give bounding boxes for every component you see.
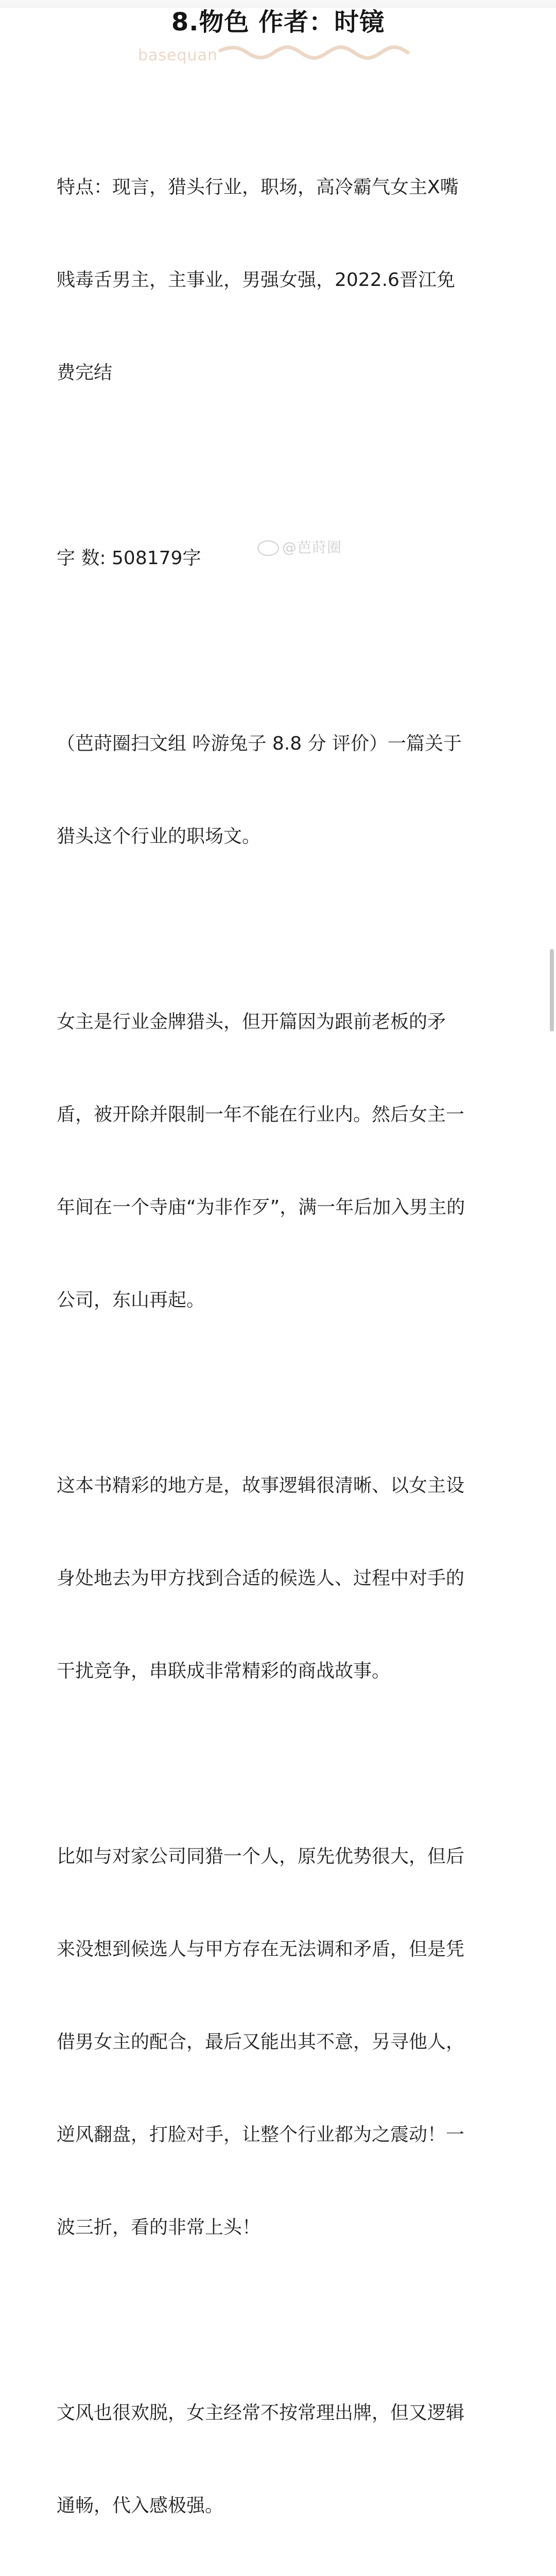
- article-body: [57, 110, 505, 2576]
- paragraph-highlights: [57, 1409, 505, 1749]
- text-line: 猎头这个行业的职场文。: [57, 826, 261, 847]
- scrollbar-thumb[interactable]: [550, 949, 554, 1031]
- text-line: 借男女主的配合，最后又能出其不意，另寻他人，: [57, 2031, 465, 2053]
- text-line: 字 数: 508179字: [57, 548, 201, 569]
- text-line: 文风也很欢脱，女主经常不按常理出牌，但又逻辑: [57, 2402, 465, 2424]
- weibo-watermark: [257, 536, 342, 557]
- text-line: 这本书精彩的地方是，故事逻辑很清晰、以女主设: [57, 1475, 465, 1496]
- paragraph-word-count: [57, 481, 505, 636]
- paragraph-plot: [57, 945, 505, 1378]
- paragraph-features: [57, 110, 505, 450]
- text-line: 女主是行业金牌猎头，但开篇因为跟前老板的矛: [57, 1011, 446, 1032]
- text-line: 波三折，看的非常上头！: [57, 2217, 261, 2238]
- text-line: 身处地去为甲方找到合适的候选人、过程中对手的: [57, 1568, 465, 1589]
- watermark-text: @芭莳圈: [282, 539, 342, 556]
- text-line: 逆风翻盘，打脸对手，让整个行业都为之震动！一: [57, 2124, 465, 2145]
- page-title: 8.物色 作者：时镜: [171, 8, 385, 37]
- text-line: 盾，被开除并限制一年不能在行业内。然后女主一: [57, 1104, 465, 1125]
- deco-text: basequan: [138, 46, 218, 64]
- paragraph-rating: [57, 667, 505, 914]
- paragraph-style: [57, 2336, 505, 2576]
- paragraph-example: [57, 1780, 505, 2305]
- text-line: 公司，东山再起。: [57, 1290, 205, 1311]
- text-line: 费完结: [57, 362, 113, 383]
- text-line: 来没想到候选人与甲方存在无法调和矛盾，但是凭: [57, 1939, 465, 1960]
- text-line: （芭莳圈扫文组 吟游兔子 8.8 分 评价）一篇关于: [57, 733, 462, 754]
- text-line: 贱毒舌男主，主事业，男强女强，2022.6晋江免: [57, 269, 455, 291]
- text-line: 年间在一个寺庙“为非作歹”，满一年后加入男主的: [57, 1197, 465, 1218]
- text-line: 比如与对家公司同猎一个人，原先优势很大，但后: [57, 1846, 465, 1867]
- weibo-icon: [257, 540, 279, 556]
- text-line: 干扰竞争，串联成非常精彩的商战故事。: [57, 1660, 391, 1682]
- text-line: 特点：现言，猎头行业，职场，高冷霸气女主X嘴: [57, 177, 459, 198]
- text-line: 通畅，代入感极强。: [57, 2495, 224, 2516]
